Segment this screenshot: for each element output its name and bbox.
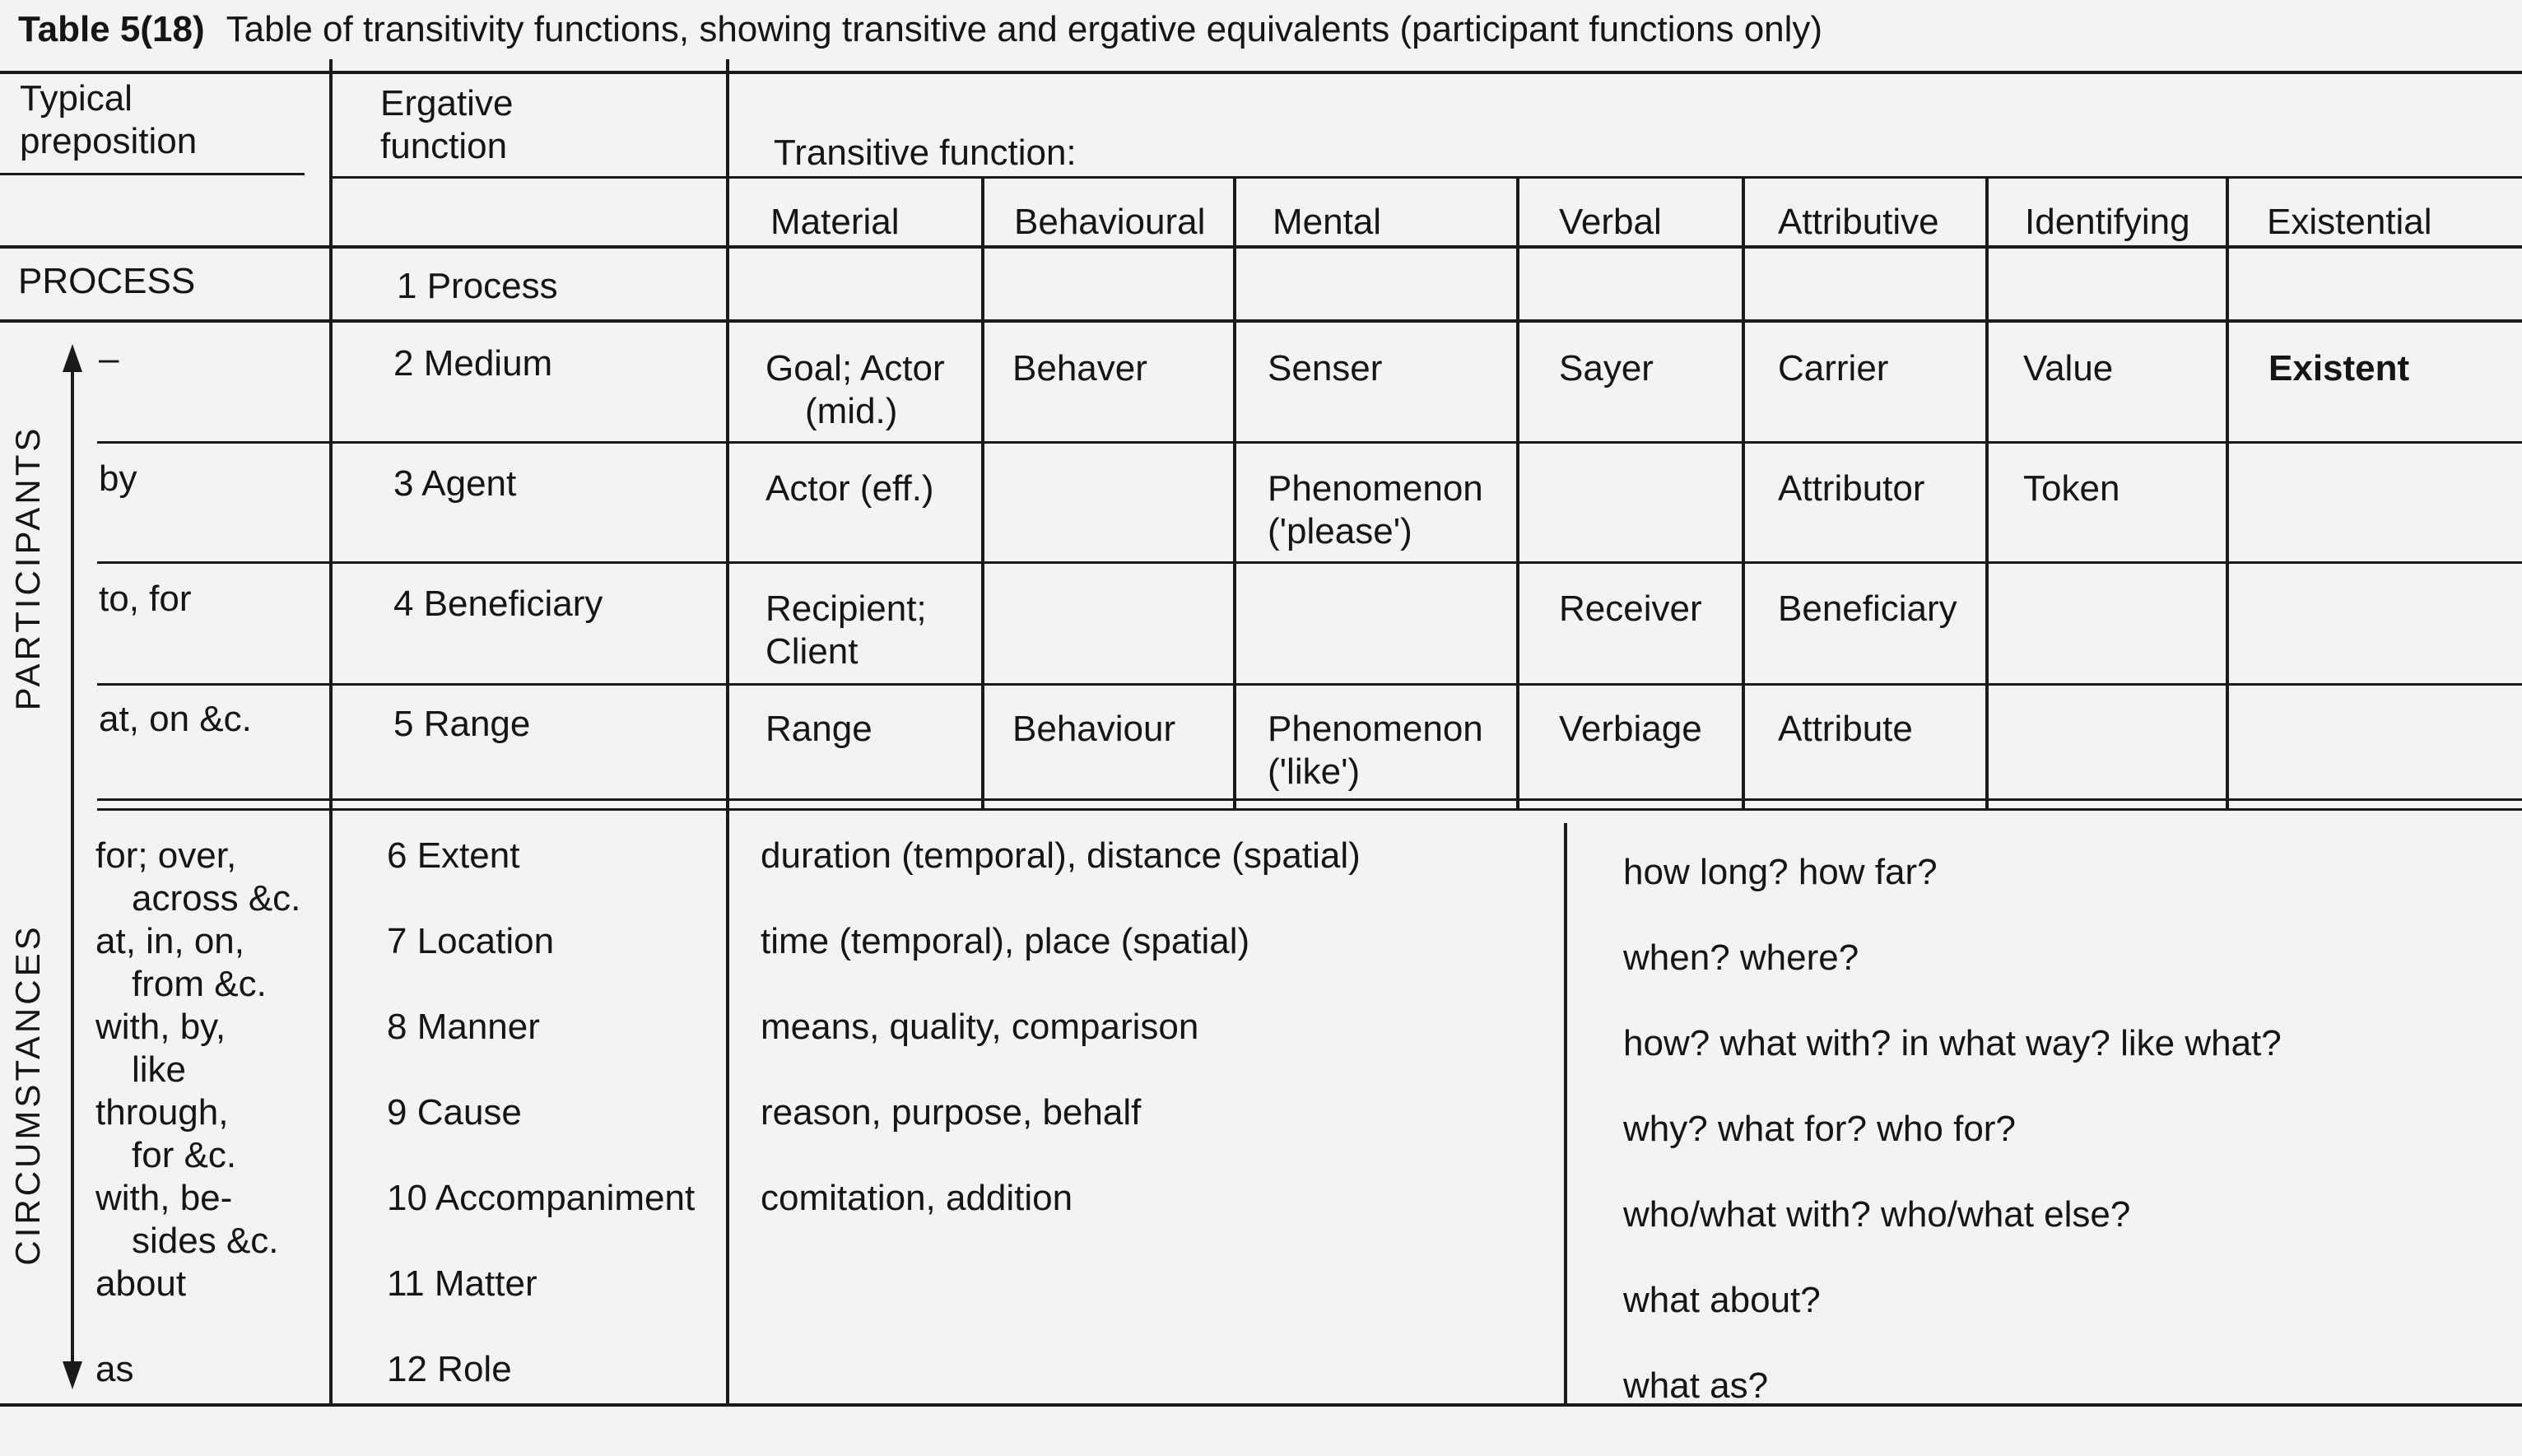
column-divider [981, 176, 984, 808]
circumstance-questions: how long? how far? [1623, 852, 1938, 892]
identifying-cell: Value [2023, 348, 2114, 388]
behavioural-cell: Behaver [1012, 348, 1147, 388]
circumstance-types: duration (temporal), distance (spatial) [761, 835, 1361, 876]
circumstance-questions: what about? [1623, 1280, 1821, 1320]
ergative-function-cell: 6 Extent [387, 835, 520, 876]
table-number: Table 5(18) [18, 9, 205, 49]
circumstance-preposition: across &c. [132, 878, 301, 919]
header-rule-right [329, 176, 2522, 179]
mental-cell: ('like') [1268, 751, 1361, 792]
material-cell: Client [765, 631, 859, 672]
participant-preposition: at, on &c. [99, 699, 252, 739]
attributive-cell: Attributor [1778, 468, 1925, 509]
material-cell: Goal; Actor [765, 348, 945, 388]
circumstance-preposition: as [95, 1349, 134, 1389]
verbal-cell: Sayer [1559, 348, 1654, 388]
column-header-identifying: Identifying [2025, 202, 2190, 242]
ergative-function-cell: 12 Role [387, 1349, 512, 1389]
material-cell: (mid.) [805, 391, 898, 431]
verbal-cell: Verbiage [1559, 709, 1702, 749]
column-header-mental: Mental [1273, 202, 1382, 242]
circumstance-preposition: sides &c. [132, 1221, 279, 1261]
ergative-function-cell: 4 Beneficiary [393, 584, 603, 624]
ergative-transitive-divider [726, 59, 729, 1403]
circumstance-questions: when? where? [1623, 937, 1859, 978]
header-typical-preposition: preposition [20, 121, 198, 161]
mental-cell: ('please') [1268, 511, 1412, 551]
mental-cell: Phenomenon [1268, 709, 1483, 749]
circumstance-preposition: from &c. [132, 964, 267, 1004]
header-ergative-function: Ergative [380, 83, 514, 123]
circumstance-types: reason, purpose, behalf [761, 1092, 1142, 1133]
participant-row-rule [97, 441, 2522, 444]
top-rule [0, 71, 2522, 74]
circumstance-questions: how? what with? in what way? like what? [1623, 1023, 2282, 1063]
double-rule-upper [97, 798, 2522, 801]
table-caption [18, 5, 1822, 54]
column-header-behavioural: Behavioural [1014, 202, 1206, 242]
participant-row-rule [97, 561, 2522, 564]
column-header-attributive: Attributive [1778, 202, 1939, 242]
circumstance-preposition: for; over, [95, 835, 237, 876]
attributive-cell: Carrier [1778, 348, 1889, 388]
participant-preposition: to, for [99, 579, 192, 619]
circumstance-preposition: with, be- [95, 1178, 233, 1218]
behavioural-cell: Behaviour [1012, 709, 1176, 749]
participant-preposition: by [99, 458, 137, 499]
header-transitive-function: Transitive function: [774, 133, 1077, 173]
column-header-material: Material [770, 202, 900, 242]
ergative-function-cell: 7 Location [387, 921, 555, 961]
column-divider [1516, 176, 1519, 808]
column-divider [1233, 176, 1236, 808]
ergative-function-cell: 5 Range [393, 704, 531, 744]
ergative-function-cell: 10 Accompaniment [387, 1178, 696, 1218]
identifying-cell: Token [2023, 468, 2120, 509]
circumstance-questions: who/what with? who/what else? [1623, 1194, 2131, 1235]
material-cell: Range [765, 709, 872, 749]
circumstance-types: means, quality, comparison [761, 1007, 1199, 1047]
circumstance-preposition: like [132, 1049, 187, 1090]
existential-cell: Existent [2268, 348, 2410, 388]
ergative-function-cell: 3 Agent [393, 463, 517, 504]
participant-row-rule [97, 683, 2522, 686]
header-rule-left [0, 173, 305, 175]
circumstance-preposition: for &c. [132, 1135, 237, 1175]
participant-preposition: – [99, 338, 119, 379]
mental-cell: Senser [1268, 348, 1383, 388]
header-typical-preposition: Typical [20, 78, 133, 119]
table-title: Table of transitivity functions, showing transitive and ergative equivalents (participant functions only) [226, 9, 1823, 49]
column-divider [1742, 176, 1745, 808]
column-divider [2226, 176, 2229, 808]
circumstance-types: comitation, addition [761, 1178, 1073, 1218]
double-headed-arrow [56, 344, 89, 1389]
ergative-function-cell: 8 Manner [387, 1007, 540, 1047]
ergative-function-cell: 9 Cause [387, 1092, 522, 1133]
ergative-function-cell: 11 Matter [387, 1263, 537, 1304]
circumstance-questions: what as? [1623, 1365, 1769, 1406]
attributive-cell: Beneficiary [1778, 588, 1957, 629]
process-bottom-rule [0, 319, 2522, 323]
circumstance-types: time (temporal), place (spatial) [761, 921, 1250, 961]
bottom-rule [0, 1403, 2522, 1407]
column-header-existential: Existential [2267, 202, 2432, 242]
attributive-cell: Attribute [1778, 709, 1913, 749]
participants-label: PARTICIPANTS [8, 425, 47, 711]
process-top-rule [0, 245, 2522, 249]
mental-cell: Phenomenon [1268, 468, 1483, 509]
material-cell: Recipient; [765, 588, 927, 629]
circumstance-preposition: about [95, 1263, 187, 1304]
double-rule-lower [97, 808, 2522, 811]
circumstance-questions: why? what for? who for? [1623, 1109, 2016, 1149]
circumstance-preposition: at, in, on, [95, 921, 245, 961]
circumstance-preposition: through, [95, 1092, 229, 1133]
column-header-verbal: Verbal [1559, 202, 1662, 242]
column-divider [1985, 176, 1989, 808]
ergative-function-cell: 2 Medium [393, 343, 553, 384]
circumstance-preposition: with, by, [95, 1007, 226, 1047]
ergative-process: 1 Process [397, 266, 558, 306]
types-questions-divider [1564, 823, 1567, 1403]
circumstances-label: CIRCUMSTANCES [8, 923, 47, 1266]
process-label: PROCESS [18, 261, 196, 301]
preposition-ergative-divider [329, 59, 333, 1403]
material-cell: Actor (eff.) [765, 468, 934, 509]
header-ergative-function: function [380, 126, 508, 166]
verbal-cell: Receiver [1559, 588, 1702, 629]
